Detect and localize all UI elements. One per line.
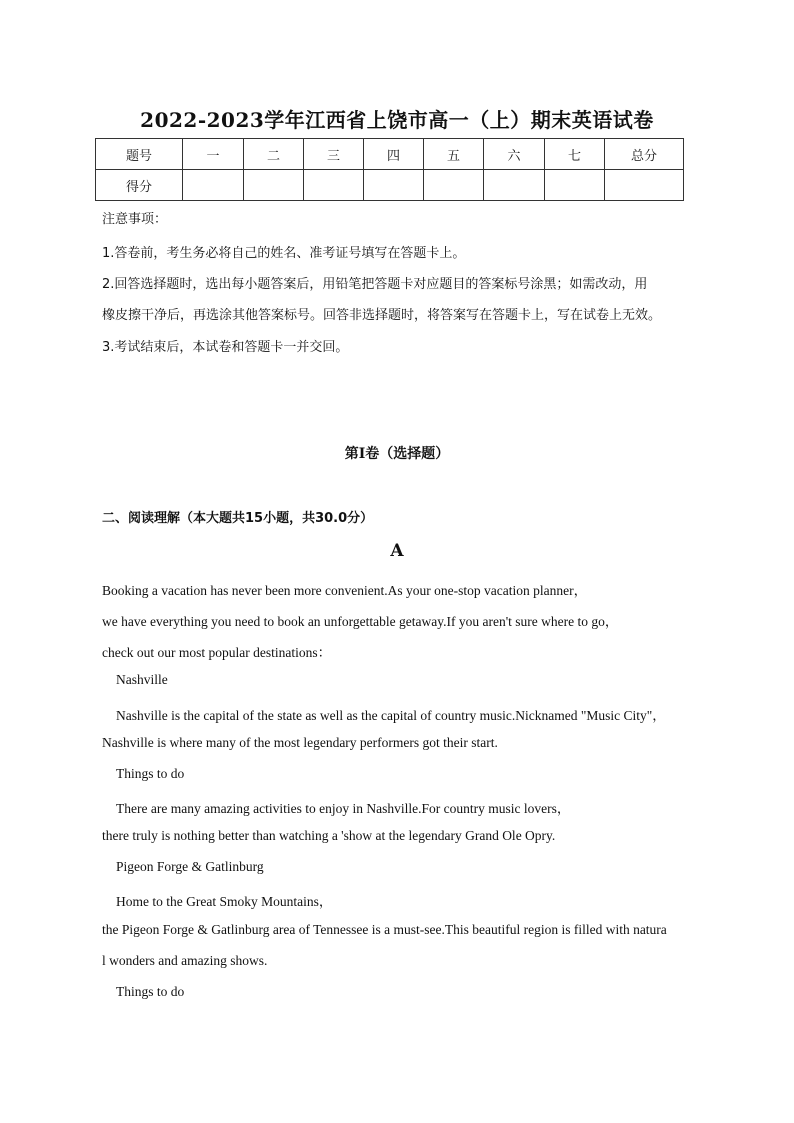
passage-line: Nashville is where many of the most legendary performers got their start. — [102, 735, 498, 750]
score-cell-total: 总分 — [605, 139, 684, 170]
score-blank[interactable] — [605, 170, 684, 201]
score-blank[interactable] — [183, 170, 244, 201]
section-title: 第I卷（选择题） — [344, 446, 450, 462]
score-blank[interactable] — [545, 170, 605, 201]
score-cell-label: 题号 — [96, 139, 183, 170]
passage-letter: A — [390, 541, 404, 561]
notes-line-4: 3.考试结束后，本试卷和答题卡一并交回。 — [102, 340, 349, 355]
score-blank[interactable] — [484, 170, 545, 201]
score-cell-q2: 二 — [244, 139, 304, 170]
score-table — [95, 138, 684, 201]
score-blank[interactable] — [424, 170, 484, 201]
notes-line-1: 1.答卷前，考生务必将自己的姓名、准考证号填写在答题卡上。 — [102, 246, 466, 261]
score-blank[interactable] — [364, 170, 424, 201]
passage-subheading: Things to do — [116, 766, 185, 781]
score-row-label: 得分 — [96, 170, 183, 201]
score-cell-q6: 六 — [484, 139, 545, 170]
notes-line-3: 橡皮擦干净后，再选涂其他答案标号。回答非选择题时，将答案写在答题卡上，写在试卷上无效。 — [102, 308, 662, 323]
score-cell-q7: 七 — [545, 139, 605, 170]
passage-line: l wonders and amazing shows. — [102, 953, 268, 968]
exam-title: 2022-2023学年江西省上饶市高一（上）期末英语试卷 — [140, 108, 654, 132]
score-cell-q5: 五 — [424, 139, 484, 170]
passage-line: Nashville is the capital of the state as well as the capital of country music.Nicknamed "Music City"， — [116, 708, 666, 723]
passage-heading: Nashville — [116, 672, 168, 687]
score-table-score-row — [96, 170, 684, 201]
passage-line: Home to the Great Smoky Mountains， — [116, 894, 333, 909]
notes-heading: 注意事项： — [102, 212, 168, 227]
score-blank[interactable] — [304, 170, 364, 201]
score-cell-q1: 一 — [183, 139, 244, 170]
passage-line: check out our most popular destinations： — [102, 645, 332, 660]
passage-subheading: Things to do — [116, 984, 185, 999]
passage-line: we have everything you need to book an unforgettable getaway.If you aren't sure where to go， — [102, 614, 619, 629]
passage-line: the Pigeon Forge & Gatlinburg area of Tennessee is a must-see.This beautiful region is filled with natura — [102, 922, 667, 937]
part-title: 二、阅读理解（本大题共15小题，共30.0分） — [102, 511, 374, 526]
score-blank[interactable] — [244, 170, 304, 201]
passage-line: There are many amazing activities to enjoy in Nashville.For country music lovers， — [116, 801, 571, 816]
passage-heading: Pigeon Forge & Gatlinburg — [116, 859, 264, 874]
score-cell-q3: 三 — [304, 139, 364, 170]
score-cell-q4: 四 — [364, 139, 424, 170]
score-table-header-row — [96, 139, 684, 170]
passage-line: there truly is nothing better than watching a 'show at the legendary Grand Ole Opry. — [102, 828, 556, 843]
notes-line-2: 2.回答选择题时，选出每小题答案后，用铅笔把答题卡对应题目的答案标号涂黑；如需改动，用 — [102, 277, 648, 292]
passage-line: Booking a vacation has never been more convenient.As your one-stop vacation planner， — [102, 583, 588, 598]
